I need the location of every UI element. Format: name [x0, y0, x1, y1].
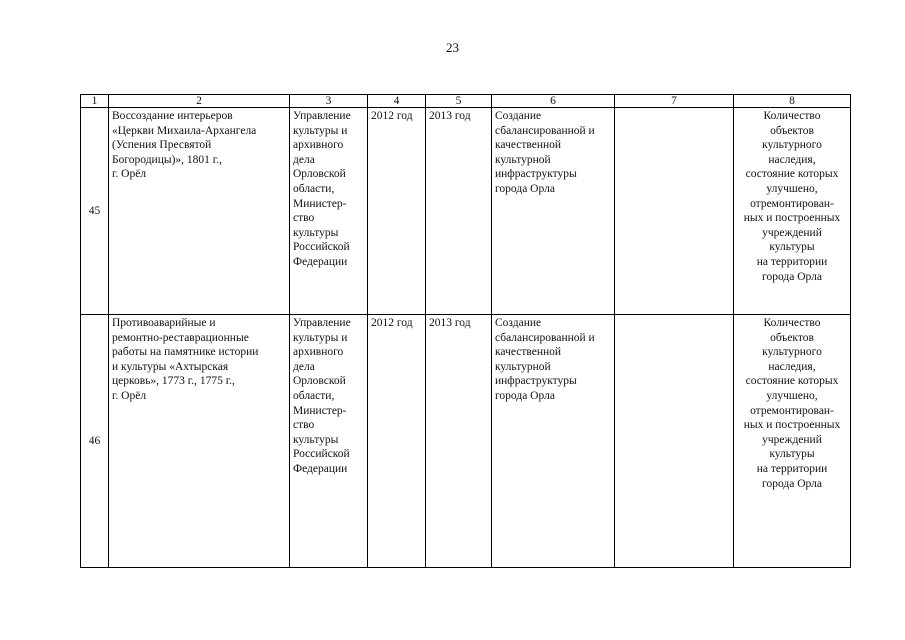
text-line: ство	[293, 212, 315, 225]
text-line: инфраструктуры	[495, 375, 577, 388]
header-cell: 1	[81, 95, 109, 108]
text-line: Количество	[763, 317, 821, 329]
program-table	[80, 94, 851, 568]
text-line: культурной	[495, 360, 551, 373]
header-cell: 4	[368, 95, 426, 108]
header-cell: 5	[426, 95, 492, 108]
row-number: 45	[81, 108, 109, 315]
text-line: дела	[293, 153, 315, 166]
text-line: культуры и	[293, 124, 348, 137]
col7-cell	[615, 315, 734, 568]
text-line: объектов	[770, 331, 814, 344]
header-cell: 3	[290, 95, 368, 108]
text-line: Количество	[763, 110, 821, 122]
text-line: ных и построенных	[743, 212, 841, 225]
executor-cell	[290, 315, 368, 568]
text-line: культуры	[769, 448, 815, 461]
text-line: «Церкви Михаила-Архангела	[112, 124, 257, 137]
text-line: Российской	[293, 241, 350, 254]
start-year-cell: 2012 год	[368, 108, 426, 315]
text-line: наследия,	[768, 153, 816, 166]
text-line: улучшено,	[766, 182, 818, 195]
text-line: церковь», 1773 г., 1775 г.,	[112, 375, 235, 388]
text-line: работы на памятнике истории	[112, 346, 259, 359]
text-line: на территории	[756, 462, 828, 475]
text-line: наследия,	[768, 360, 816, 373]
col7-cell	[615, 108, 734, 315]
text-line: области,	[293, 389, 335, 402]
text-line: и культуры «Ахтырская	[112, 360, 229, 373]
text-line: архивного	[293, 346, 344, 359]
event-name-cell	[109, 108, 290, 315]
text-line: Противоаварийные и	[112, 317, 216, 329]
indicator-cell	[734, 108, 851, 315]
text-line: отремонтирован-	[750, 197, 834, 210]
text-line: культурного	[762, 346, 822, 359]
header-cell: 2	[109, 95, 290, 108]
text-line: сбалансированной и	[495, 124, 595, 137]
text-line: г. Орёл	[112, 168, 147, 181]
text-line: сбалансированной и	[495, 331, 595, 344]
text-line: Управление	[293, 110, 351, 122]
text-line: Федерации	[293, 255, 348, 268]
header-cell: 6	[492, 95, 615, 108]
text-line: города Орла	[762, 270, 822, 283]
event-name-cell	[109, 315, 290, 568]
table-row	[81, 315, 851, 568]
text-line: состояние которых	[745, 375, 839, 388]
executor-cell	[290, 108, 368, 315]
text-line: культуры	[769, 241, 815, 254]
start-year-cell: 2012 год	[368, 315, 426, 568]
header-cell: 7	[615, 95, 734, 108]
page-number: 23	[446, 40, 459, 55]
text-line: (Успения Пресвятой	[112, 139, 212, 152]
header-cell: 8	[734, 95, 851, 108]
text-line: культурной	[495, 153, 551, 166]
text-line: улучшено,	[766, 389, 818, 402]
text-line: объектов	[770, 124, 814, 137]
text-line: города Орла	[495, 389, 555, 402]
text-line: ремонтно-реставрационные	[112, 331, 249, 344]
text-line: качественной	[495, 139, 562, 152]
table-header-row	[81, 95, 851, 108]
text-line: культуры и	[293, 331, 348, 344]
indicator-cell	[734, 315, 851, 568]
text-line: Министер-	[293, 197, 347, 210]
text-line: области,	[293, 182, 335, 195]
text-line: культуры	[293, 433, 339, 446]
end-year-cell: 2013 год	[426, 315, 492, 568]
text-line: ных и построенных	[743, 419, 841, 432]
text-line: Создание	[495, 110, 542, 122]
text-line: города Орла	[762, 477, 822, 490]
text-line: инфраструктуры	[495, 168, 577, 181]
text-line: Министер-	[293, 404, 347, 417]
text-line: Орловской	[293, 168, 346, 181]
text-line: г. Орёл	[112, 389, 147, 402]
goal-cell	[492, 108, 615, 315]
text-line: Орловской	[293, 375, 346, 388]
text-line: архивного	[293, 139, 344, 152]
table-row	[81, 108, 851, 315]
text-line: Управление	[293, 317, 351, 329]
text-line: состояние которых	[745, 168, 839, 181]
text-line: отремонтирован-	[750, 404, 834, 417]
text-line: культурного	[762, 139, 822, 152]
text-line: Федерации	[293, 462, 348, 475]
row-number: 46	[81, 315, 109, 568]
text-line: на территории	[756, 255, 828, 268]
text-line: Богородицы)», 1801 г.,	[112, 153, 222, 166]
text-line: ство	[293, 419, 315, 432]
text-line: культуры	[293, 226, 339, 239]
text-line: учреждений	[762, 226, 822, 239]
text-line: Воссоздание интерьеров	[112, 110, 233, 122]
text-line: учреждений	[762, 433, 822, 446]
text-line: города Орла	[495, 182, 555, 195]
text-line: качественной	[495, 346, 562, 359]
end-year-cell: 2013 год	[426, 108, 492, 315]
goal-cell	[492, 315, 615, 568]
text-line: дела	[293, 360, 315, 373]
text-line: Российской	[293, 448, 350, 461]
text-line: Создание	[495, 317, 542, 329]
